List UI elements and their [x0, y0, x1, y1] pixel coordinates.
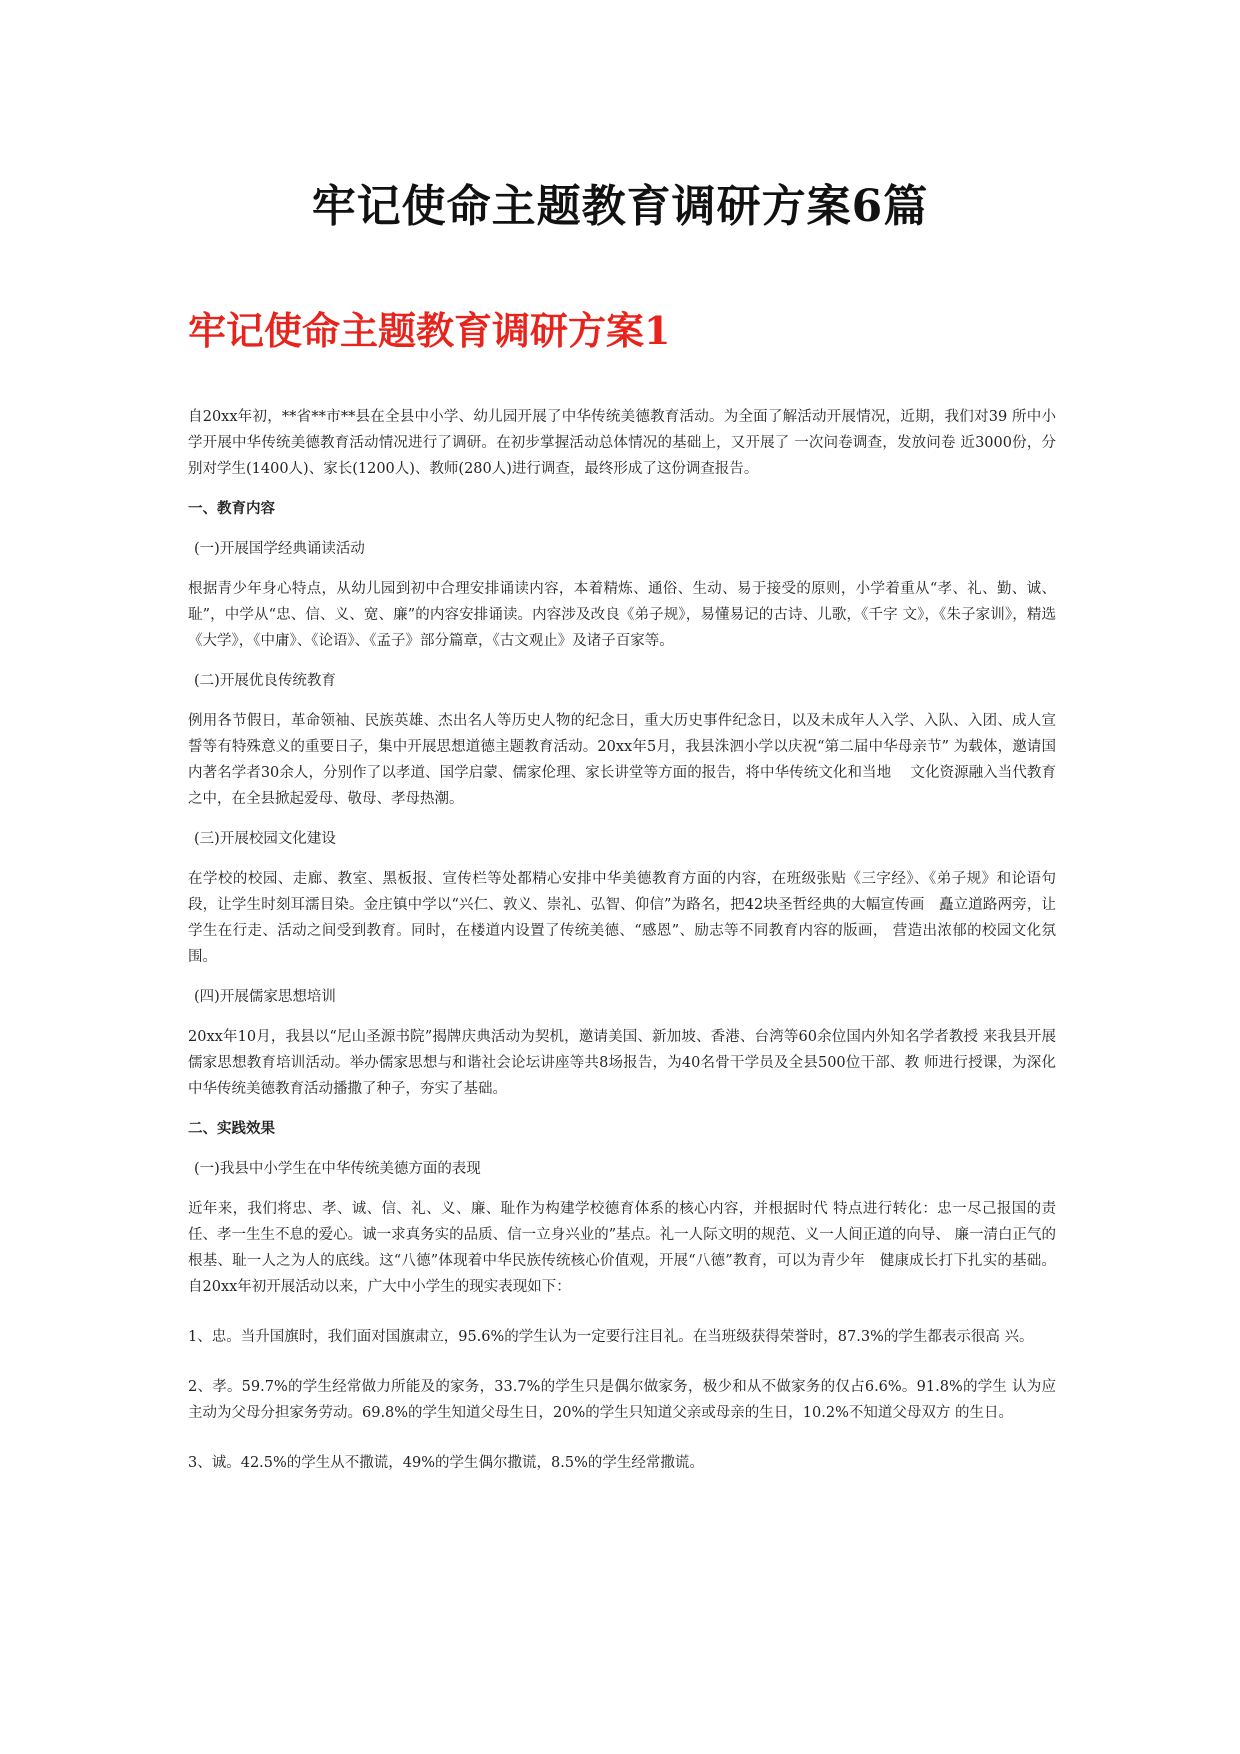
list-item-honesty: 3、诚。42.5%的学生从不撒谎，49%的学生偶尔撒谎，8.5%的学生经常撒谎。: [188, 1455, 704, 1471]
list-item-loyalty: 1、忠。当升国旗时，我们面对国旗肃立，95.6%的学生认为一定要行注目礼。在当班级获得荣誉时，87.3%的学生都表示很高 兴。: [188, 1329, 1034, 1345]
heading-education-content: 一、教育内容: [188, 500, 275, 517]
subheading-confucian-training: (四)开展儒家思想培训: [194, 989, 336, 1005]
document-title: 牢记使命主题教育调研方案6篇: [311, 181, 929, 232]
paragraph-classics-reading: 根据青少年身心特点，从幼儿园到初中合理安排诵读内容，本着精炼、通俗、生动、易于接受的原则，小学着重从“孝、礼、勤、诚、耻”，中学从“忠、信、义、宽、廉”的内容安排诵读。内容涉及改良《弟子规》，易懂易记的古诗、儿歌，《千字 文》，《朱子家训》，精选《大学》，《中庸》、《论语》、《孟子》部分篇章，《古文观止》及诸子百家等。: [188, 581, 1056, 649]
paragraph-tradition-education: 例用各节假日，革命领袖、民族英雄、杰出名人等历史人物的纪念日，重大历史事件纪念日，以及未成年人入学、入队、入团、成人宣誓等有特殊意义的重要日子，集中开展思想道德主题教育活动。20xx年5月，我县洙泗小学以庆祝“第二届中华母亲节” 为载体，邀请国内著名学者30余人，分别作了以孝道、国学启蒙、儒家伦理、家长讲堂等方面的报告，将中华传统文化和当地 文化资源融入当代教育之中，在全县掀起爱母、敬母、孝母热潮。: [188, 713, 1056, 807]
section-title: 牢记使命主题教育调研方案1: [188, 308, 671, 353]
subheading-classics-reading: (一)开展国学经典诵读活动: [194, 541, 365, 557]
subheading-student-performance: (一)我县中小学生在中华传统美德方面的表现: [194, 1161, 481, 1177]
list-item-filial: 2、孝。59.7%的学生经常做力所能及的家务，33.7%的学生只是偶尔做家务，极少和从不做家务的仅占6.6%。91.8%的学生 认为应主动为父母分担家务劳动。69.8%的学生知道父母生日，20%的学生只知道父亲或母亲的生日，10.2%不知道父母双方 的生日。: [188, 1379, 1056, 1421]
paragraph-student-performance: 近年来，我们将忠、孝、诚、信、礼、义、廉、耻作为构建学校德育体系的核心内容，并根据时代 特点进行转化：忠一尽己报国的责任、孝一生生不息的爱心。诚一求真务实的品质、信一立身兴业的”基点。礼一人际文明的规范、义一人间正道的向导、 廉一清白正气的根基、耻一人之为人的底线。这“八德”体现着中华民族传统核心价值观，开展“八德”教育，可以为青少年 健康成长打下扎实的基础。自20xx年初开展活动以来，广大中小学生的现实表现如下：: [188, 1201, 1056, 1295]
subheading-tradition-education: (二)开展优良传统教育: [194, 673, 336, 689]
paragraph-campus-culture: 在学校的校园、走廊、教室、黑板报、宣传栏等处都精心安排中华美德教育方面的内容，在班级张贴《三字经》、《弟子规》和论语句段，让学生时刻耳濡目染。金庄镇中学以“兴仁、敦义、崇礼、弘智、仰信”为路名，把42块圣哲经典的大幅宣传画 矗立道路两旁，让学生在行走、活动之间受到教育。同时，在楼道内设置了传统美德、“感恩”、励志等不同教育内容的版画， 营造出浓郁的校园文化氛围。: [188, 871, 1056, 965]
subheading-campus-culture: (三)开展校园文化建设: [194, 831, 336, 847]
intro-paragraph: 自20xx年初，**省**市**县在全县中小学、幼儿园开展了中华传统美德教育活动。为全面了解活动开展情况，近期，我们对39 所中小学开展中华传统美德教育活动情况进行了调研。在初步掌握活动总体情况的基础上，又开展了 一次问卷调查，发放问卷 近3000份，分别对学生(1400人)、家长(1200人)、教师(280人)进行调查，最终形成了这份调查报告。: [188, 409, 1056, 477]
document-body: [188, 404, 1056, 1490]
paragraph-confucian-training: 20xx年10月，我县以“尼山圣源书院”揭牌庆典活动为契机，邀请美国、新加坡、香港、台湾等60余位国内外知名学者教授 来我县开展儒家思想教育培训活动。举办儒家思想与和谐社会论坛讲座等共8场报告，为40名骨干学员及全县500位干部、教 师进行授课，为深化中华传统美德教育活动播撒了种子，夯实了基础。: [188, 1029, 1056, 1097]
heading-practice-effects: 二、实践效果: [188, 1120, 275, 1137]
